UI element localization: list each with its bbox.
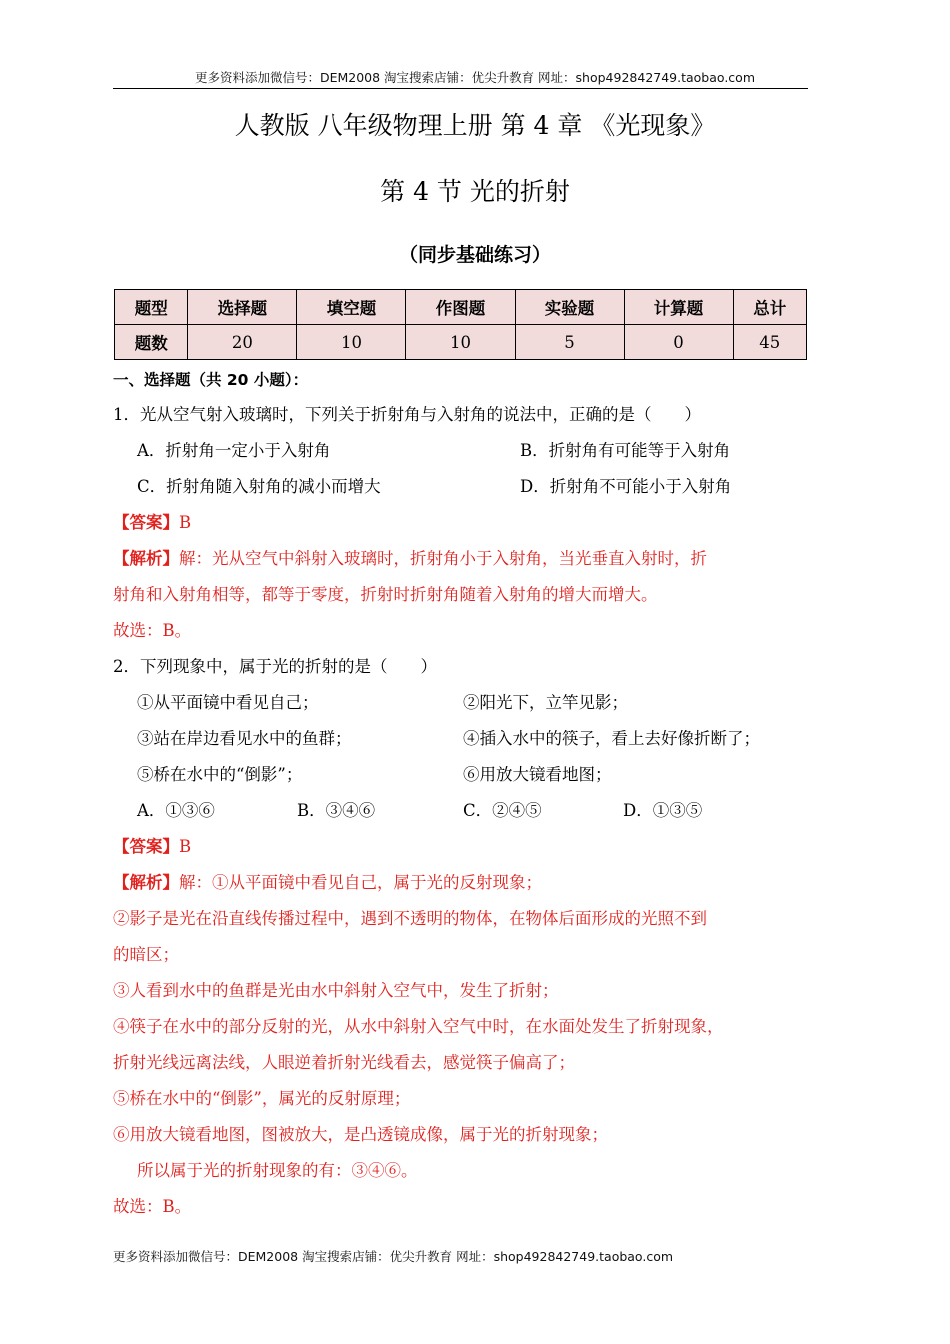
question-2-choice: 故选：B。 — [113, 1197, 192, 1216]
question-1-option-c: C．折射角随入射角的减小而增大 — [137, 477, 381, 496]
answer-tag: 【答案】 — [113, 513, 179, 532]
section-title: 第 4 节 光的折射 — [380, 177, 570, 206]
table-header-row — [115, 290, 807, 325]
question-2-analysis-line: ⑥用放大镜看地图，图被放大，是凸透镜成像，属于光的折射现象； — [113, 1125, 608, 1144]
table-cell: 10 — [297, 325, 406, 360]
question-2-analysis-line — [113, 869, 542, 893]
question-2-option-a: A．①③⑥ — [137, 801, 215, 820]
answer-tag: 【答案】 — [113, 837, 179, 856]
table-row-label: 题数 — [115, 325, 188, 360]
page-footer: 更多资料添加微信号：DEM2008 淘宝搜索店铺：优尖升教育 网址：shop492842749.taobao.com — [113, 1249, 674, 1264]
table-header-cell: 题型 — [115, 290, 188, 325]
question-2-analysis-line: ④筷子在水中的部分反射的光，从水中斜射入空气中时，在水面处发生了折射现象， — [113, 1017, 724, 1036]
question-2-item: ③站在岸边看见水中的鱼群； — [137, 729, 352, 748]
question-1-choice: 故选：B。 — [113, 621, 192, 640]
question-1-answer — [113, 509, 191, 533]
question-1-option-a: A．折射角一定小于入射角 — [137, 441, 331, 460]
question-2-item: ①从平面镜中看见自己； — [137, 693, 319, 712]
question-1-analysis-line — [113, 545, 707, 569]
section-heading: 一、选择题（共 20 小题）： — [113, 371, 309, 389]
analysis-tag: 【解析】 — [113, 873, 179, 892]
question-2-item: ⑥用放大镜看地图； — [463, 765, 612, 784]
question-2-analysis-line: ⑤桥在水中的“倒影”，属光的反射原理； — [113, 1089, 411, 1108]
question-1-option-d: D．折射角不可能小于入射角 — [520, 477, 732, 496]
question-2-option-b: B．③④⑥ — [297, 801, 376, 820]
question-2-item: ④插入水中的筷子，看上去好像折断了； — [463, 729, 760, 748]
table-row — [115, 325, 807, 360]
question-1-option-b: B．折射角有可能等于入射角 — [520, 441, 731, 460]
table-cell: 20 — [188, 325, 297, 360]
table-header-cell: 填空题 — [297, 290, 406, 325]
question-2-analysis-line: 所以属于光的折射现象的有：③④⑥。 — [137, 1161, 418, 1180]
table-cell: 0 — [624, 325, 733, 360]
header-divider — [113, 88, 808, 89]
analysis-text: 解：①从平面镜中看见自己，属于光的反射现象； — [179, 873, 542, 892]
table-cell: 45 — [733, 325, 806, 360]
question-1-analysis-line: 射角和入射角相等，都等于零度，折射时折射角随着入射角的增大而增大。 — [113, 585, 658, 604]
question-2-option-c: C．②④⑤ — [463, 801, 542, 820]
analysis-text: 解：光从空气中斜射入玻璃时，折射角小于入射角，当光垂直入射时，折 — [179, 549, 707, 568]
table-cell: 10 — [406, 325, 515, 360]
answer-value: B — [179, 837, 192, 856]
table-header-cell: 总计 — [733, 290, 806, 325]
question-2-option-d: D．①③⑤ — [623, 801, 703, 820]
question-2-analysis-line: 折射光线远离法线，人眼逆着折射光线看去，感觉筷子偏高了； — [113, 1053, 575, 1072]
analysis-tag: 【解析】 — [113, 549, 179, 568]
table-header-cell: 计算题 — [624, 290, 733, 325]
question-2-answer — [113, 833, 191, 857]
question-2-stem: 2．下列现象中，属于光的折射的是（ ） — [113, 657, 437, 676]
practice-label: （同步基础练习） — [398, 244, 551, 266]
table-header-cell: 作图题 — [406, 290, 515, 325]
table-header-cell: 实验题 — [515, 290, 624, 325]
table-cell: 5 — [515, 325, 624, 360]
document-title: 人教版 八年级物理上册 第 4 章 《光现象》 — [234, 111, 716, 140]
question-2-analysis-line: ②影子是光在沿直线传播过程中，遇到不透明的物体，在物体后面形成的光照不到 — [113, 909, 707, 928]
question-1-stem: 1．光从空气射入玻璃时，下列关于折射角与入射角的说法中，正确的是（ ） — [113, 405, 701, 424]
table-header-cell: 选择题 — [188, 290, 297, 325]
question-type-table — [114, 289, 807, 360]
page-header: 更多资料添加微信号：DEM2008 淘宝搜索店铺：优尖升教育 网址：shop492842749.taobao.com — [194, 70, 756, 85]
question-2-item: ⑤桥在水中的“倒影”； — [137, 765, 303, 784]
answer-value: B — [179, 513, 192, 532]
question-2-analysis-line: 的暗区； — [113, 945, 179, 964]
question-2-analysis-line: ③人看到水中的鱼群是光由水中斜射入空气中，发生了折射； — [113, 981, 559, 1000]
question-2-item: ②阳光下，立竿见影； — [463, 693, 628, 712]
